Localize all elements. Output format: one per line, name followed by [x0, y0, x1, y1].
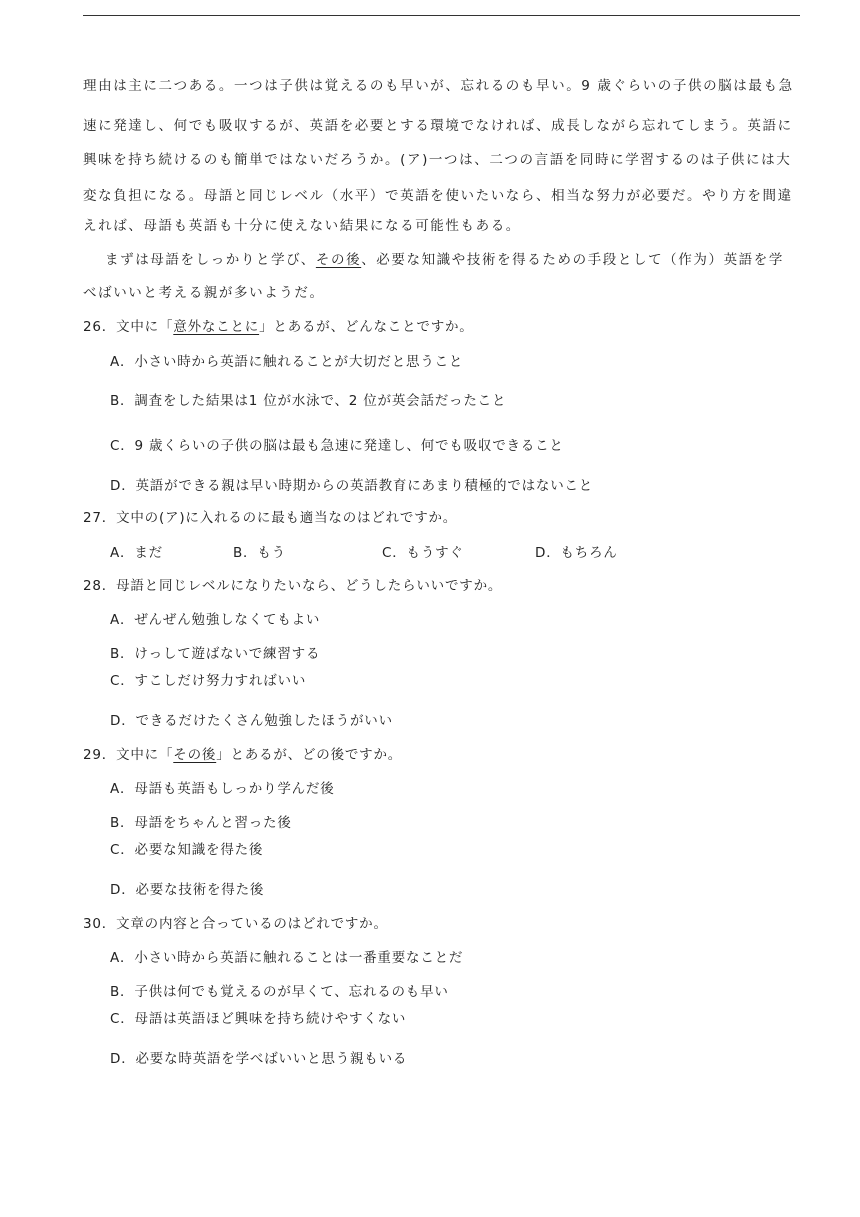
question-text: 」とあるが、どの後ですか。: [216, 747, 403, 763]
question-26-option-b[interactable]: B．調査をした結果は1 位が水泳で、2 位が英会話だったこと: [110, 393, 507, 409]
underlined-phrase: その後: [173, 747, 217, 763]
question-26-option-d[interactable]: D．英語ができる親は早い時期からの英語教育にあまり積極的ではないこと: [110, 478, 594, 494]
question-text: 29．文中に「: [83, 747, 174, 763]
underlined-phrase-sono-ato: その後: [315, 252, 362, 268]
question-28-option-c[interactable]: C．すこしだけ努力すればいい: [110, 673, 307, 689]
question-30-option-a[interactable]: A．小さい時から英語に触れることは一番重要なことだ: [110, 950, 464, 966]
question-text: 」とあるが、どんなことですか。: [259, 319, 474, 335]
question-29-option-c[interactable]: C．必要な知識を得た後: [110, 842, 264, 858]
question-29: [83, 745, 803, 765]
question-29-option-d[interactable]: D．必要な技術を得た後: [110, 882, 265, 898]
question-27-option-d[interactable]: D．もちろん: [535, 545, 618, 561]
passage-paragraph-2-line-2: べばいいと考える親が多いようだ。: [83, 285, 325, 301]
passage-paragraph-2-line-1: [105, 250, 803, 270]
passage-line-1: 理由は主に二つある。一つは子供は覚えるのも早いが、忘れるのも早い。9 歳ぐらいの子供の脳は最も急: [83, 78, 794, 94]
question-30-option-d[interactable]: D．必要な時英語を学べばいいと思う親もいる: [110, 1051, 408, 1067]
question-27-option-c[interactable]: C．もうすぐ: [382, 545, 464, 561]
question-28-option-a[interactable]: A．ぜんぜん勉強しなくてもよい: [110, 612, 321, 628]
passage-text: 、必要な知識や技術を得るための手段として（作为）英語を学: [361, 252, 784, 268]
question-text: 26．文中に「: [83, 319, 174, 335]
underlined-phrase: 意外なことに: [173, 319, 260, 335]
passage-line-5: えれば、母語も英語も十分に使えない結果になる可能性もある。: [83, 218, 521, 234]
question-30: 30．文章の内容と合っているのはどれですか。: [83, 916, 388, 932]
question-29-option-b[interactable]: B．母語をちゃんと習った後: [110, 815, 292, 831]
passage-text: まずは母語をしっかりと学び、: [105, 252, 316, 268]
passage-line-4: 変な負担になる。母語と同じレベル（水平）で英語を使いたいなら、相当な努力が必要だ。やり方を間違: [83, 188, 793, 204]
question-28-option-b[interactable]: B．けっして遊ばないで練習する: [110, 646, 321, 662]
top-divider: [83, 15, 800, 16]
question-30-option-b[interactable]: B．子供は何でも覚えるのが早くて、忘れるのも早い: [110, 984, 449, 1000]
question-26-option-c[interactable]: C．9 歳くらいの子供の脳は最も急速に発達し、何でも吸収できること: [110, 438, 564, 454]
question-27: 27．文中の(ア)に入れるのに最も適当なのはどれですか。: [83, 510, 458, 526]
question-26: [83, 317, 803, 337]
question-27-option-a[interactable]: A．まだ: [110, 545, 163, 561]
passage-line-3: 興味を持ち続けるのも簡単ではないだろうか。(ア)一つは、二つの言語を同時に学習するのは子供には大: [83, 152, 792, 168]
question-28-option-d[interactable]: D．できるだけたくさん勉強したほうがいい: [110, 713, 393, 729]
question-26-option-a[interactable]: A．小さい時から英語に触れることが大切だと思うこと: [110, 354, 464, 370]
question-29-option-a[interactable]: A．母語も英語もしっかり学んだ後: [110, 781, 335, 797]
question-30-option-c[interactable]: C．母語は英語ほど興味を持ち続けやすくない: [110, 1011, 407, 1027]
passage-line-2: 速に発達し、何でも吸収するが、英語を必要とする環境でなければ、成長しながら忘れてしまう。英語に: [83, 118, 793, 134]
question-28: 28．母語と同じレベルになりたいなら、どうしたらいいですか。: [83, 578, 503, 594]
question-27-option-b[interactable]: B．もう: [233, 545, 286, 561]
